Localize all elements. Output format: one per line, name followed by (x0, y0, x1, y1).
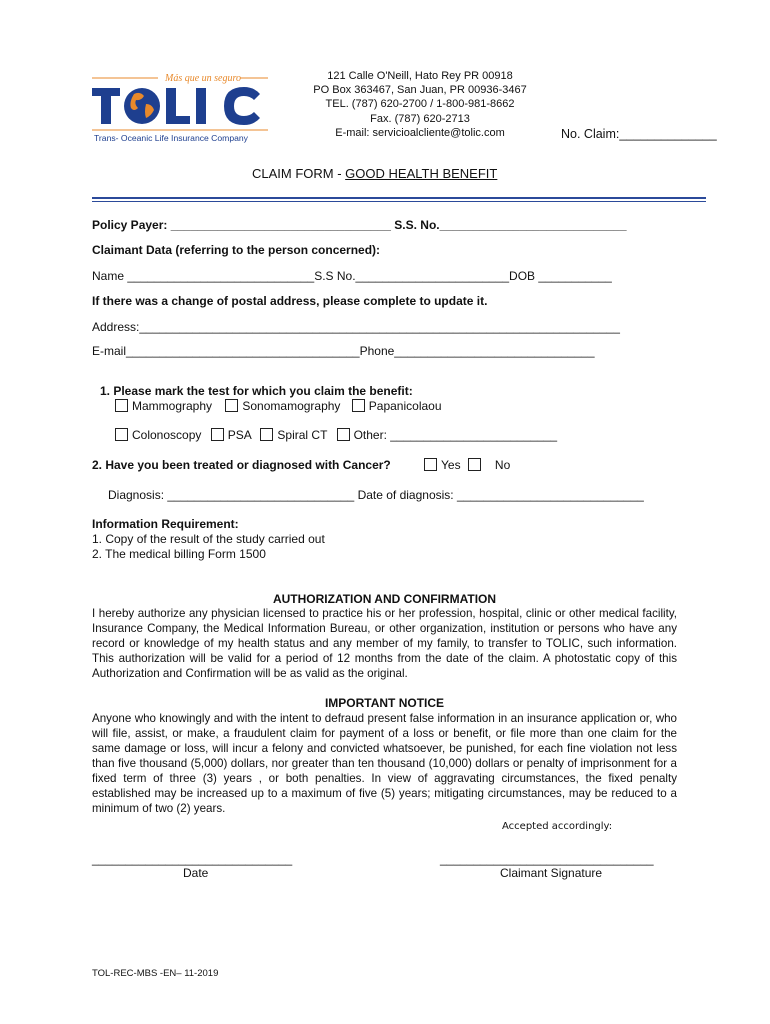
email-phone-field[interactable]: E-mail___________________________________Phone______________________________ (92, 344, 595, 358)
tests-row-1 (115, 399, 442, 413)
claimant-data-heading: Claimant Data (referring to the person concerned): (92, 243, 381, 257)
info-item-1: 1. Copy of the result of the study carried out (92, 532, 325, 546)
address-line-2: PO Box 363467, San Juan, PR 00936-3467 (313, 84, 527, 97)
information-requirement (92, 517, 325, 562)
name-ss-dob-field[interactable]: Name ____________________________S.S No._______________________DOB ___________ (92, 269, 612, 283)
address-field[interactable]: Address:________________________________________________________________________ (92, 320, 620, 334)
notice-text: Anyone who knowingly and with the intent to defraud present false information in an insurance application or, who will file, assist, or make, a fraudulent claim for payment of a loss or benefit, or file more than one claim for the same damage or loss, will incur a felony and convicted whatsoever, be punished, for each fine violation not less than five thousand (5,000) dollars, nor greater than ten thousand (10,000) dollars or penalty of imprisonment for a fixed term of three (3) years , or both penalties. In view of aggravating circumstances, the fixed penalty established may be increased up to a maximum of five (5) years; mitigating circumstances, may be reduced to a minimum of two (2) years. (92, 712, 677, 815)
colonoscopy-checkbox[interactable] (115, 428, 128, 441)
title-divider (92, 197, 706, 199)
cancer-answer-group (424, 458, 510, 472)
email-line: E-mail: servicioalcliente@tolic.com (335, 126, 505, 139)
address-change-note: If there was a change of postal address, please complete to update it. (92, 294, 488, 308)
policy-payer-field[interactable]: Policy Payer: _________________________________ S.S. No.____________________________ (92, 218, 627, 232)
logo-subtitle: Trans- Oceanic Life Insurance Company (94, 133, 248, 143)
authorization-heading: AUTHORIZATION AND CONFIRMATION (272, 592, 497, 606)
yes-checkbox[interactable] (424, 458, 437, 471)
no-option[interactable]: No (468, 458, 510, 472)
phone-line: TEL. (787) 620-2700 / 1-800-981-8662 (325, 98, 515, 111)
fax-line: Fax. (787) 620-2713 (370, 112, 470, 125)
other-checkbox[interactable] (337, 428, 350, 441)
claimant-signature-line[interactable]: ________________________________ (440, 852, 654, 866)
info-item-2: 2. The medical billing Form 1500 (92, 547, 266, 561)
notice-heading: IMPORTANT NOTICE (324, 696, 445, 710)
title-divider-thin (92, 201, 706, 202)
sonomamography-option[interactable]: Sonomamography (225, 399, 340, 413)
papanicolaou-checkbox[interactable] (352, 399, 365, 412)
authorization-text: I hereby authorize any physician licensed to practice his or her profession, hospital, clinic or other medical facility, Insurance Company, the Medical Information Bureau, or other organization, institution or persons who have any record or knowledge of my health status and any member of my family, to transfer to TOLIC, such information. This authorization will be valid for a period of 12 months from the date of the claim. A photostatic copy of this Authorization and Confirmation will be as valid as the original. (92, 607, 677, 680)
logo-tagline: Más que un seguro (165, 73, 242, 84)
form-title (252, 166, 497, 181)
spiral-ct-checkbox[interactable] (260, 428, 273, 441)
papanicolaou-option[interactable]: Papanicolaou (352, 399, 442, 413)
diagnosis-field[interactable]: Diagnosis: ____________________________ Date of diagnosis: ____________________________ (108, 488, 644, 502)
mammography-option[interactable]: Mammography (115, 399, 212, 413)
question-1: 1. Please mark the test for which you claim the benefit: (100, 384, 413, 398)
psa-option[interactable]: PSA (211, 428, 251, 442)
claim-number-field[interactable]: No. Claim:______________ (561, 127, 717, 141)
tolic-logo (90, 72, 270, 144)
form-code: TOL-REC-MBS -EN– 11-2019 (92, 968, 219, 979)
form-title-underlined: GOOD HEALTH BENEFIT (345, 166, 498, 181)
yes-option[interactable]: Yes (424, 458, 461, 472)
date-label: Date (183, 866, 209, 880)
claimant-signature-label: Claimant Signature (500, 866, 603, 880)
company-address-block (300, 69, 540, 140)
address-line-1: 121 Calle O'Neill, Hato Rey PR 00918 (327, 70, 513, 82)
sonomamography-checkbox[interactable] (225, 399, 238, 412)
accepted-accordingly: Accepted accordingly: (502, 821, 613, 832)
no-checkbox[interactable] (468, 458, 481, 471)
colonoscopy-option[interactable]: Colonoscopy (115, 428, 201, 442)
date-signature-line[interactable]: ______________________________ (92, 852, 293, 866)
mammography-checkbox[interactable] (115, 399, 128, 412)
question-2: 2. Have you been treated or diagnosed with Cancer? (92, 458, 391, 472)
other-option[interactable]: Other: _________________________ (337, 428, 558, 442)
form-title-prefix: CLAIM FORM - (252, 166, 346, 181)
spiral-ct-option[interactable]: Spiral CT (260, 428, 327, 442)
psa-checkbox[interactable] (211, 428, 224, 441)
tests-row-2 (115, 428, 557, 442)
info-heading: Information Requirement: (92, 517, 239, 531)
